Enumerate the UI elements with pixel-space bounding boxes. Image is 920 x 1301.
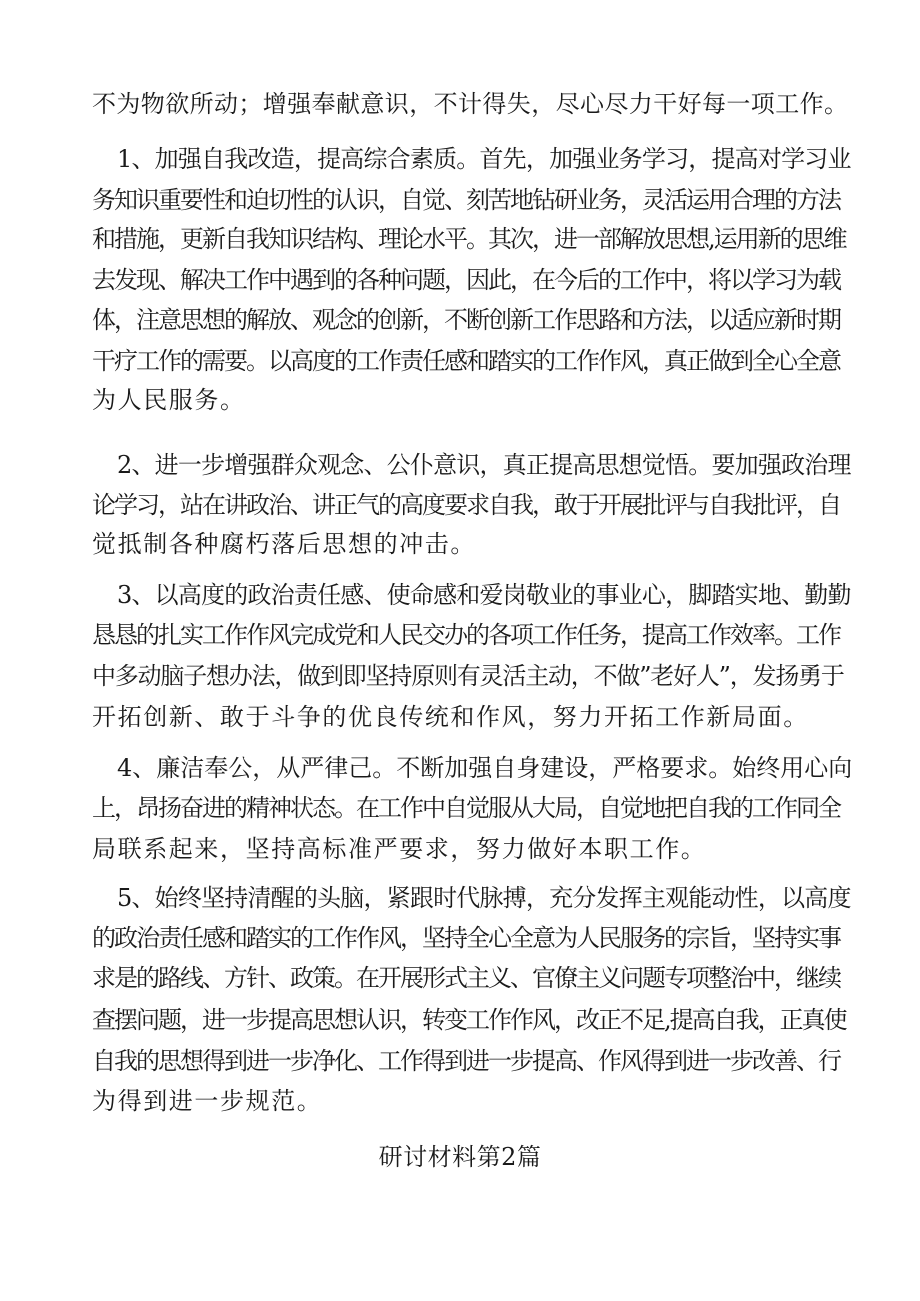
paragraph-1-line-6: 干疗工作的需要。以高度的工作责任感和踏实的工作作风，真正做到全心全意 xyxy=(92,347,840,375)
paragraph-4-line-2: 上，昂扬奋进的精神状态。在工作中自觉服从大局，自觉地把自我的工作同全 xyxy=(92,794,840,822)
paragraph-2-line-1: 2、进一步增强群众观念、公仆意识，真正提高思想觉悟。要加强政治理 xyxy=(117,451,851,479)
paragraph-1-line-3: 和措施，更新自我知识结构、理论水平。其次，进一部解放思想,运用新的思维 xyxy=(92,225,846,253)
paragraph-5-line-2: 的政治责任感和踏实的工作作风，坚持全心全意为人民服务的宗旨，坚持实事 xyxy=(92,924,840,952)
paragraph-1-line-2: 务知识重要性和迫切性的认识，自觉、刻苦地钻研业务，灵活运用合理的方法 xyxy=(92,186,840,214)
paragraph-5-line-4: 查摆问题，进一步提高思想认识，转变工作作风，改正不足,提高自我，正真使 xyxy=(92,1006,846,1034)
paragraph-3-line-3: 中多动脑子想办法，做到即坚持原则有灵活主动，不做”老好人”，发扬勇于 xyxy=(92,662,844,690)
paragraph-1-line-1: 1、加强自我改造，提高综合素质。首先，加强业务学习，提高对学习业 xyxy=(117,145,851,173)
paragraph-2-line-2: 论学习，站在讲政治、讲正气的高度要求自我，敢于开展批评与自我批评，自 xyxy=(92,491,840,519)
paragraph-2-line-3: 觉抵制各种腐朽落后思想的冲击。 xyxy=(92,530,476,558)
paragraph-4-line-3: 局联系起来，坚持高标准严要求，努力做好本职工作。 xyxy=(92,835,707,863)
text-line-1: 不为物欲所动；增强奉献意识，不计得失，尽心尽力干好每一项工作。 xyxy=(92,90,849,118)
paragraph-1-line-5: 体，注意思想的解放、观念的创新，不断创新工作思路和方法，以适应新时期 xyxy=(92,306,840,334)
paragraph-3-line-4: 开拓创新、敢于斗争的优良传统和作风，努力开拓工作新局面。 xyxy=(92,703,809,731)
section-title: 研讨材料第2篇 xyxy=(378,1143,542,1171)
paragraph-3-line-2: 恳恳的扎实工作作风完成党和人民交办的各项工作任务，提高工作效率。工作 xyxy=(92,621,840,649)
paragraph-1-line-4: 去发现、解决工作中遇到的各种问题，因此，在今后的工作中，将以学习为载 xyxy=(92,266,840,294)
paragraph-4-line-1: 4、廉洁奉公，从严律己。不断加强自身建设，严格要求。始终用心向 xyxy=(117,754,853,782)
paragraph-5-line-1: 5、始终坚持清醒的头脑，紧跟时代脉搏，充分发挥主观能动性，以高度 xyxy=(117,884,851,912)
paragraph-3-line-1: 3、以高度的政治责任感、使命感和爱岗敬业的事业心，脚踏实地、勤勤 xyxy=(117,581,851,609)
paragraph-5-line-3: 求是的路线、方针、政策。在开展形式主义、官僚主义问题专项整治中，继续 xyxy=(92,964,840,992)
paragraph-1-line-7: 为人民服务。 xyxy=(92,386,246,414)
paragraph-5-line-6: 为得到进一步规范。 xyxy=(92,1087,323,1115)
paragraph-5-line-5: 自我的思想得到进一步净化、工作得到进一步提高、作风得到进一步改善、行 xyxy=(92,1047,840,1075)
